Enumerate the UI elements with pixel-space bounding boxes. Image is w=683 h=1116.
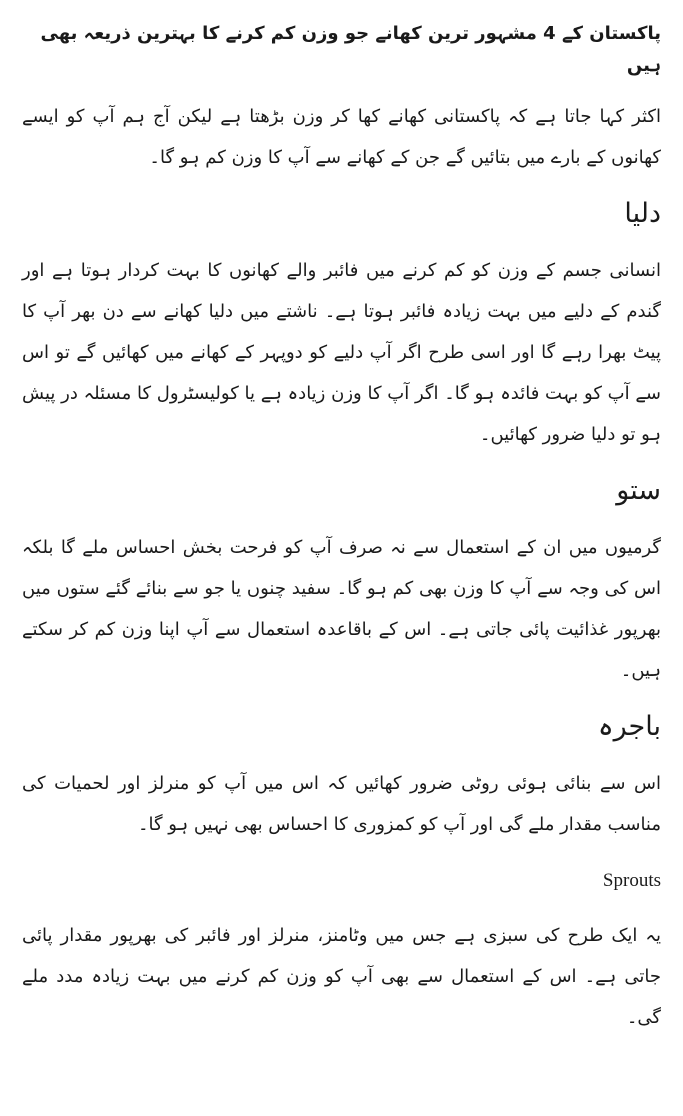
intro-paragraph: اکثر کہا جاتا ہے کہ پاکستانی کھانے کھا کر وزن بڑھتا ہے لیکن آج ہم آپ کو ایسے کھانوں کے بارے میں بتائیں گے جن کے کھانے سے آپ کا وزن کم ہو گا۔ — [22, 106, 661, 168]
section-heading-sattu: ستو — [616, 475, 661, 506]
article — [22, 18, 661, 1056]
section-text-sattu: گرمیوں میں ان کے استعمال سے نہ صرف آپ کو فرحت بخش احساس ملے گا بلکہ اس کی وجہ سے آپ کا وزن بھی کم ہو گا۔ سفید چنوں یا جو سے بنائے گئے ستوں میں بھرپور غذائیت پائی جاتی ہے۔ اس کے باقاعدہ استعمال سے آپ اپنا وزن کم کر سکتے ہیں۔ — [22, 537, 661, 681]
section-heading-daliya: دلیا — [624, 198, 661, 229]
section-text-sprouts: یہ ایک طرح کی سبزی ہے جس میں وٹامنز، منرلز اور فائبر کی بھرپور مقدار پائی جاتی ہے۔ اس کے استعمال سے بھی آپ کو وزن کم کرنے میں بہت زیادہ مدد ملے گی۔ — [22, 925, 661, 1028]
section-heading-sprouts: Sprouts — [602, 870, 661, 891]
section-text-bajra: اس سے بنائی ہوئی روٹی ضرور کھائیں کہ اس میں آپ کو منرلز اور لحمیات کی مناسب مقدار ملے گی اور آپ کو کمزوری کا احساس بھی نہیں ہو گا۔ — [22, 773, 661, 835]
section-text-daliya: انسانی جسم کے وزن کو کم کرنے میں فائبر والے کھانوں کا بہت کردار ہوتا ہے اور گندم کے دلیے میں بہت زیادہ فائبر ہوتا ہے۔ ناشتے میں دلیا کھانے سے دن بھر آپ کا پیٹ بھرا رہے گا اور اسی طرح اگر آپ دلیے کو دوپہر کے کھانے میں کھائیں گے تو اس سے آپ کو بہت فائدہ ہو گا۔ اگر آپ کا وزن زیادہ ہے یا کولیسٹرول کا مسئلہ در پیش ہو تو دلیا ضرور کھائیں۔ — [22, 260, 661, 445]
section-heading-bajra: باجرہ — [597, 711, 661, 742]
article-title: پاکستان کے 4 مشہور ترین کھانے جو وزن کم کرنے کا بہترین ذریعہ بھی ہیں — [40, 23, 661, 76]
